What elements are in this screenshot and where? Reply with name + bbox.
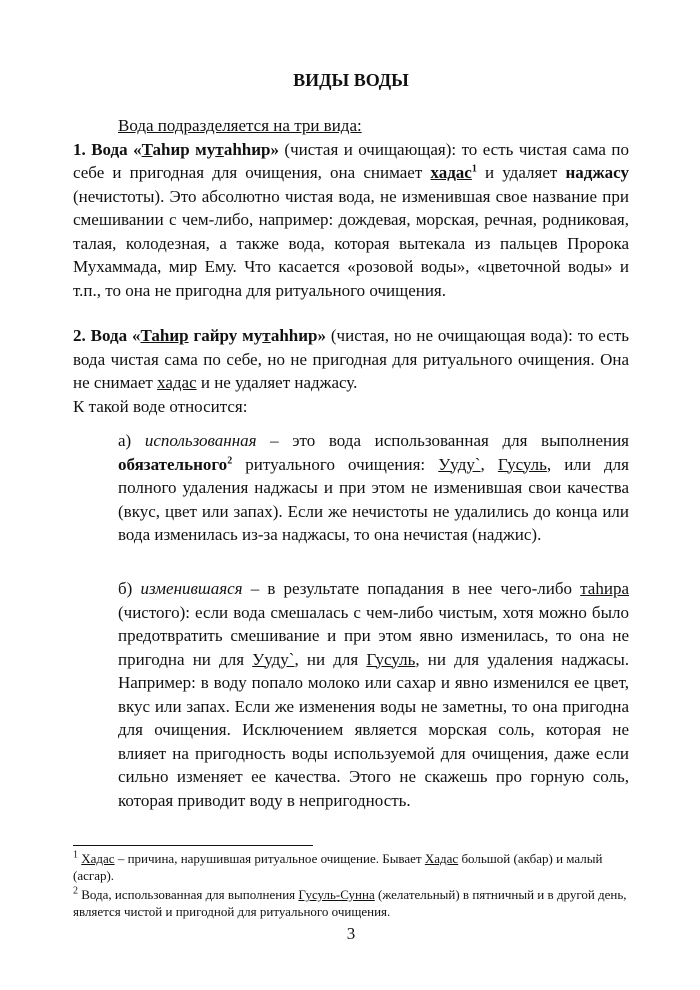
type2-name-part: т	[262, 326, 271, 345]
sub-b-text-part: (чистого): если вода смешалась с чем-либо чистым, хотя можно было предотвратить смешивание и при этом явно изменилась, то она не пригодна ни для	[118, 602, 629, 669]
sub-a-text-part: ,	[480, 454, 498, 474]
type1-name-part: Т	[141, 139, 153, 159]
sub-a-text-part: ритуального очищения:	[232, 454, 439, 474]
type1-name-part: h	[161, 139, 171, 159]
sub-b-text-part: , ни для удаления наджасы. Например: в воду попало молоко или сахар и явно изменился ее цвет, вкус или запах. Если же изменения воды не заметны, то она пригодна для очищения. Исключением является морская соль, которая не влияет на пригодность воды используемой для очищения, даже если сильно изменяет ее качества. Этого не скажешь про горную соль, которая приводит воду в непригодность.	[118, 649, 630, 810]
subparagraph-b	[118, 577, 629, 812]
sub-a-text-part: , или для полного удаления наджасы и при этом не изменившая свои качества (вкус, цвет или запах). Если же нечистоты не удалились до конца или вода изменилась из-за наджасы, то она нечистая (наджис).	[118, 454, 629, 544]
term-wudu: Ууду`	[438, 454, 481, 474]
type2-line2: К такой воде относится:	[73, 396, 248, 416]
footnote-2-number: 2	[73, 885, 78, 897]
type1-text-part: (нечистоты). Это абсолютно чистая вода, не изменившая свое название при смешивании с чем-либо, например: дождевая, морская, речная, родниковая, талая, колодезная, а также вода, которая вытекала из пальцев Пророка Мухаммада, мир Ему. Что касается «розовой воды», «цветочной воды» и т.п., то она не пригодна для ритуального очищения.	[73, 186, 629, 300]
term-gusul-sunna: Гусуль-Сунна	[298, 887, 375, 902]
sub-a-text	[118, 429, 629, 547]
sub-b-text-part: – в результате попадания в нее чего-либо	[242, 579, 581, 598]
sub-b-text	[118, 577, 629, 812]
type2-number: 2. Вода «	[73, 326, 141, 345]
type1-name-part: аhhир	[223, 139, 271, 159]
type1-text	[73, 138, 629, 303]
footnote-1-text-part: большой (акбар) и малый (асгар).	[73, 851, 603, 883]
type1-name-close: »	[270, 139, 279, 159]
term-gusul: Гусуль	[497, 454, 547, 474]
type1-name-part: т	[215, 139, 224, 159]
type2-name-part: аhhир	[270, 326, 318, 345]
term-hadas: Хадас	[81, 851, 115, 866]
term-obligatory: обязательного	[118, 454, 228, 474]
type1-name-part: а	[152, 139, 161, 159]
type1-number: 1. Вода «	[73, 139, 142, 159]
term-gusul: Гусуль	[366, 649, 416, 669]
sub-a-text-part: – это вода использованная для выполнения	[256, 431, 629, 450]
footnote-2-text-part: (желательный) в пятничный и в другой день, является чистой и пригодной для ритуального очищения.	[73, 887, 627, 919]
footnote-1	[73, 850, 629, 884]
sub-b-text-part: , ни для	[294, 649, 367, 669]
intro-line	[73, 114, 629, 138]
footnote-2-text-part: Вода, использованная для выполнения	[78, 887, 299, 902]
term-tahira: таhира	[580, 579, 629, 598]
term-hadas: Хадас	[424, 851, 459, 866]
footnote-1-text-part: – причина, нарушившая ритуальное очищение. Бывает	[114, 851, 425, 866]
type2-text	[73, 324, 629, 395]
type2-text-part: (чистая, но не очищающая вода): то есть вода чистая сама по себе, но не пригодная для ритуального очищения. Она не снимает	[73, 326, 630, 392]
term-hadas: хадас	[157, 373, 197, 392]
type2-name-part: гайру му	[188, 326, 263, 345]
paragraph-type2	[73, 324, 629, 418]
term-najasa: наджасу	[565, 163, 629, 182]
term-hadas: хадас	[430, 163, 472, 182]
sub-b-label: б)	[118, 579, 141, 598]
type2-text-part: и не удаляет наджасу.	[196, 373, 358, 392]
type1-name-part: ир му	[170, 139, 216, 159]
footnote-1-number: 1	[73, 849, 78, 861]
type2-name-part: Таhир	[140, 326, 189, 345]
footnote-ref-2: 2	[227, 454, 233, 466]
term-wudu: Ууду`	[252, 649, 295, 669]
intro-text: Вода подразделяется на три вида:	[118, 116, 362, 135]
footnote-ref-1: 1	[471, 163, 477, 175]
type1-text-part: и удаляет	[476, 163, 566, 182]
page-title: ВИДЫ ВОДЫ	[293, 70, 409, 90]
type2-name-close: »	[317, 326, 326, 345]
footnote-2	[73, 886, 629, 920]
subparagraph-a	[118, 429, 629, 547]
page-number: 3	[346, 924, 356, 943]
paragraph-type1	[73, 114, 629, 302]
sub-a-label: а)	[118, 431, 145, 450]
type1-text-part: (чистая и очищающая): то есть чистая сама по себе и пригодная для очищения, она снимает	[73, 139, 629, 182]
term-changed-water: изменившаяся	[140, 579, 243, 598]
footnote-separator	[73, 845, 313, 846]
term-used-water: использованная	[144, 431, 257, 450]
